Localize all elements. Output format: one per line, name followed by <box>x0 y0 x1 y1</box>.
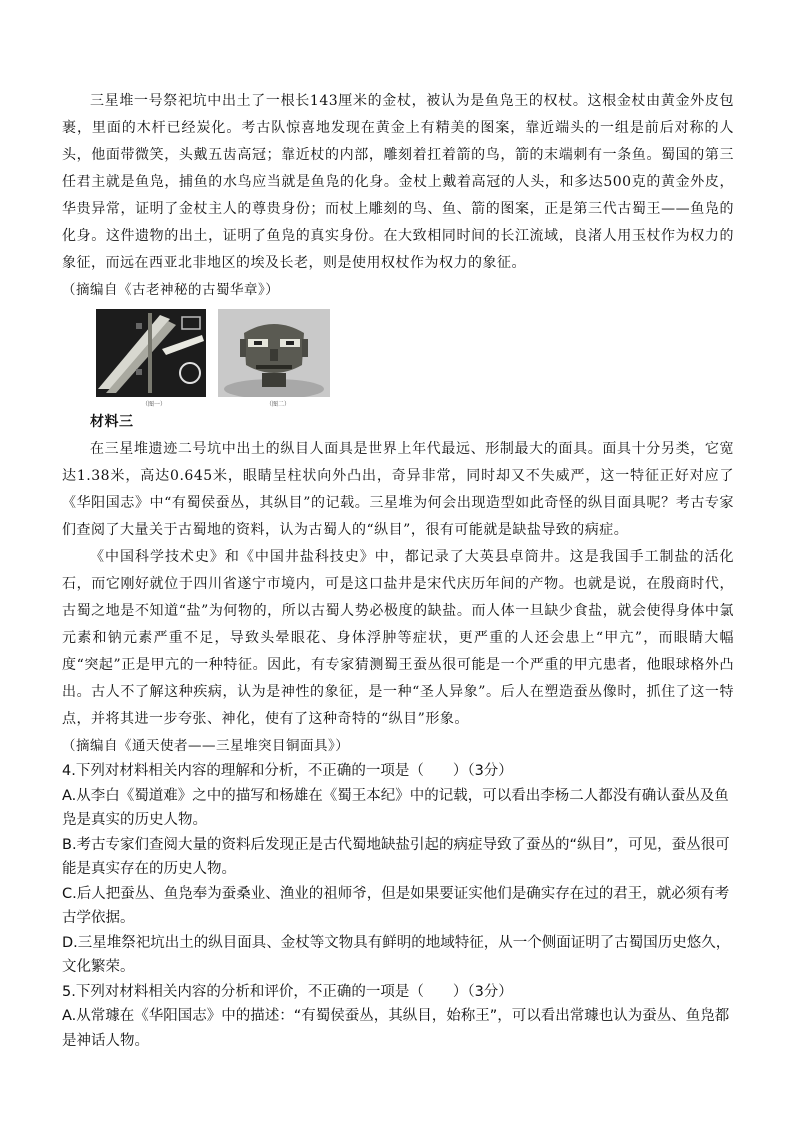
material-3-paragraph-1: 在三星堆遗迹二号坑中出土的纵目人面具是世界上年代最远、形制最大的面具。面具十分另类，它宽达1.38米，高达0.645米，眼睛呈柱状向外凸出，奇异非常，同时却又不失威严，这一特征正好对应了《华阳国志》中“有蜀侯蚕丛，其纵目”的记载。三星堆为何会出现造型如此奇怪的纵目面具呢？考古专家们查阅了大量关于古蜀地的资料，认为古蜀人的“纵目”，很有可能就是缺盐导致的病症。 <box>62 441 734 538</box>
question-5 <box>62 980 734 1054</box>
question-4-option-a: A.从李白《蜀道难》之中的描写和杨雄在《蜀王本纪》中的记载，可以看出李杨二人都没有确认蚕丛及鱼凫是真实的历史人物。 <box>62 787 729 828</box>
document-page <box>62 88 734 1053</box>
bronze-mask-photo <box>218 309 330 397</box>
material-2-paragraph: 三星堆一号祭祀坑中出土了一根长143厘米的金杖，被认为是鱼凫王的权杖。这根金杖由黄金外皮包裹，里面的木杆已经炭化。考古队惊喜地发现在黄金上有精美的图案，靠近端头的一组是前后对称的人头，他面带微笑，头戴五齿高冠；靠近杖的内部，雕刻着扛着箭的鸟，箭的末端刺有一条鱼。蜀国的第三任君主就是鱼凫，捕鱼的水鸟应当就是鱼凫的化身。金杖上戴着高冠的人头，和多达500克的黄金外皮，华贵异常，证明了金杖主人的尊贵身份；而杖上雕刻的鸟、鱼、箭的图案，正是第三代古蜀王——鱼凫的化身。这件遗物的出土，证明了鱼凫的真实身份。在大致相同时间的长江流域，良渚人用玉杖作为权力的象征，而远在西亚北非地区的埃及长老，则是使用权杖作为权力的象征。 <box>62 93 734 271</box>
gold-scepter-photo <box>96 309 206 397</box>
question-5-stem: 5.下列对材料相关内容的分析和评价，不正确的一项是（ ）（3分） <box>62 983 513 1000</box>
gold-scepter-illustration <box>96 309 206 397</box>
figure-1-caption: （图一） <box>142 401 167 408</box>
bronze-mask-illustration <box>218 309 330 397</box>
question-4 <box>62 759 734 980</box>
question-4-stem: 4.下列对材料相关内容的理解和分析，不正确的一项是（ ）（3分） <box>62 763 513 779</box>
material-3-section <box>62 409 734 759</box>
material-2-section <box>62 88 734 303</box>
question-4-option-b: B.考古专家们查阅大量的资料后发现正是古代蜀地缺盐引起的病症导致了蚕丛的“纵目”，可见，蚕丛很可能是真实存在的历史人物。 <box>62 836 730 877</box>
material-3-source: （摘编自《通天使者——三星堆突目铜面具》） <box>62 738 350 754</box>
material-2-source: （摘编自《古老神秘的古蜀华章》） <box>62 282 280 298</box>
question-5-option-a: A.从常璩在《华阳国志》中的描述：“有蜀侯蚕丛，其纵目，始称王”，可以看出常璩也认为蚕丛、鱼凫都是神话人物。 <box>62 1008 730 1049</box>
material-3-label: 材料三 <box>90 414 134 430</box>
figures-row <box>62 309 734 409</box>
figure-2-caption: （图二） <box>266 401 291 408</box>
material-3-paragraph-2: 《中国科学技术史》和《中国井盐科技史》中，都记录了大英县卓筒井。这是我国手工制盐的活化石，而它刚好就位于四川省遂宁市境内，可是这口盐井是宋代庆历年间的产物。也就是说，在殷商时代，古蜀之地是不知道“盐”为何物的，所以古蜀人势必极度的缺盐。而人体一旦缺少食盐，就会使得身体中氯元素和钠元素严重不足，导致头晕眼花、身体浮肿等症状，更严重的人还会患上“甲亢”，而眼睛大幅度“突起”正是甲亢的一种特征。因此，有专家猜测蜀王蚕丛很可能是一个严重的甲亢患者，他眼球格外凸出。古人不了解这种疾病，认为是神性的象征，是一种“圣人异象”。后人在塑造蚕丛像时，抓住了这一特点，并将其进一步夸张、神化，使有了这种奇特的“纵目”形象。 <box>62 549 734 727</box>
questions-section <box>62 759 734 1053</box>
question-4-option-c: C.后人把蚕丛、鱼凫奉为蚕桑业、渔业的祖师爷，但是如果要证实他们是确实存在过的君王，就必须有考古学依据。 <box>62 885 730 926</box>
question-4-option-d: D.三星堆祭祀坑出土的纵目面具、金杖等文物具有鲜明的地域特征，从一个侧面证明了古蜀国历史悠久，文化繁荣。 <box>62 934 731 975</box>
